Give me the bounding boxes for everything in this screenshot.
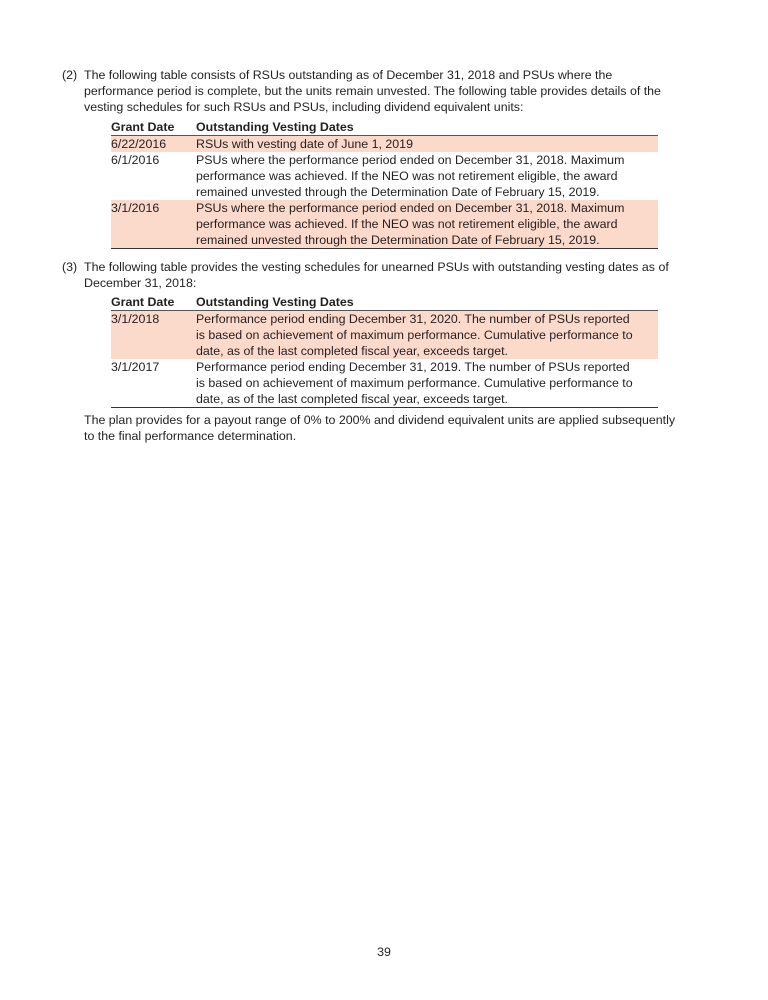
- vesting-text: is based on achievement of maximum performance. Cumulative performance to: [196, 376, 633, 390]
- grant-date: 3/1/2018: [111, 311, 196, 360]
- vesting-text: Performance period ending December 31, 2020. The number of PSUs reported: [196, 312, 630, 326]
- column-header: Grant Date: [111, 294, 196, 311]
- vesting-text: remained unvested through the Determination Date of February 15, 2019.: [196, 233, 600, 247]
- payout-paragraph: [84, 412, 724, 444]
- column-header: Grant Date: [111, 119, 196, 136]
- table-row: [111, 359, 658, 408]
- grant-date: 3/1/2016: [111, 200, 196, 249]
- vesting-text: PSUs where the performance period ended on December 31, 2018. Maximum: [196, 153, 625, 167]
- footnote-3: [62, 259, 712, 291]
- grant-date: 3/1/2017: [111, 359, 196, 408]
- rsu-psu-vesting-table: [111, 119, 658, 249]
- vesting-text: Performance period ending December 31, 2019. The number of PSUs reported: [196, 360, 630, 374]
- text-line: vesting schedules for such RSUs and PSUs, including dividend equivalent units:: [84, 100, 524, 114]
- table-row: [111, 311, 658, 360]
- text-line: The following table consists of RSUs outstanding as of December 31, 2018 and PSUs where the: [84, 68, 613, 82]
- vesting-text: remained unvested through the Determination Date of February 15, 2019.: [196, 185, 600, 199]
- vesting-text: is based on achievement of maximum performance. Cumulative performance to: [196, 328, 633, 342]
- text-line: The following table provides the vesting schedules for unearned PSUs with outstanding vesting dates as of: [84, 260, 669, 274]
- text-line: performance period is complete, but the units remain unvested. The following table provides details of the: [84, 84, 661, 98]
- table-row: [111, 136, 658, 153]
- page-number: 39: [377, 945, 391, 959]
- column-header: Outstanding Vesting Dates: [196, 119, 658, 136]
- vesting-text: PSUs where the performance period ended on December 31, 2018. Maximum: [196, 201, 625, 215]
- vesting-text: date, as of the last completed fiscal year, exceeds target.: [196, 392, 509, 406]
- vesting-text: RSUs with vesting date of June 1, 2019: [196, 137, 413, 151]
- grant-date: 6/22/2016: [111, 136, 196, 153]
- footnote-2: [62, 67, 712, 115]
- vesting-text: performance was achieved. If the NEO was not retirement eligible, the award: [196, 169, 618, 183]
- text-line: The plan provides for a payout range of 0% to 200% and dividend equivalent units are applied subsequently: [84, 413, 676, 427]
- vesting-text: date, as of the last completed fiscal year, exceeds target.: [196, 344, 509, 358]
- footnote-number: (2): [62, 68, 78, 82]
- text-line: December 31, 2018:: [84, 276, 197, 290]
- table-row: [111, 152, 658, 200]
- column-header: Outstanding Vesting Dates: [196, 294, 658, 311]
- unearned-psu-vesting-table: [111, 294, 658, 408]
- text-line: to the final performance determination.: [84, 429, 297, 443]
- vesting-text: performance was achieved. If the NEO was not retirement eligible, the award: [196, 217, 618, 231]
- grant-date: 6/1/2016: [111, 153, 160, 167]
- footnote-number: (3): [62, 260, 78, 274]
- table-row: [111, 200, 658, 249]
